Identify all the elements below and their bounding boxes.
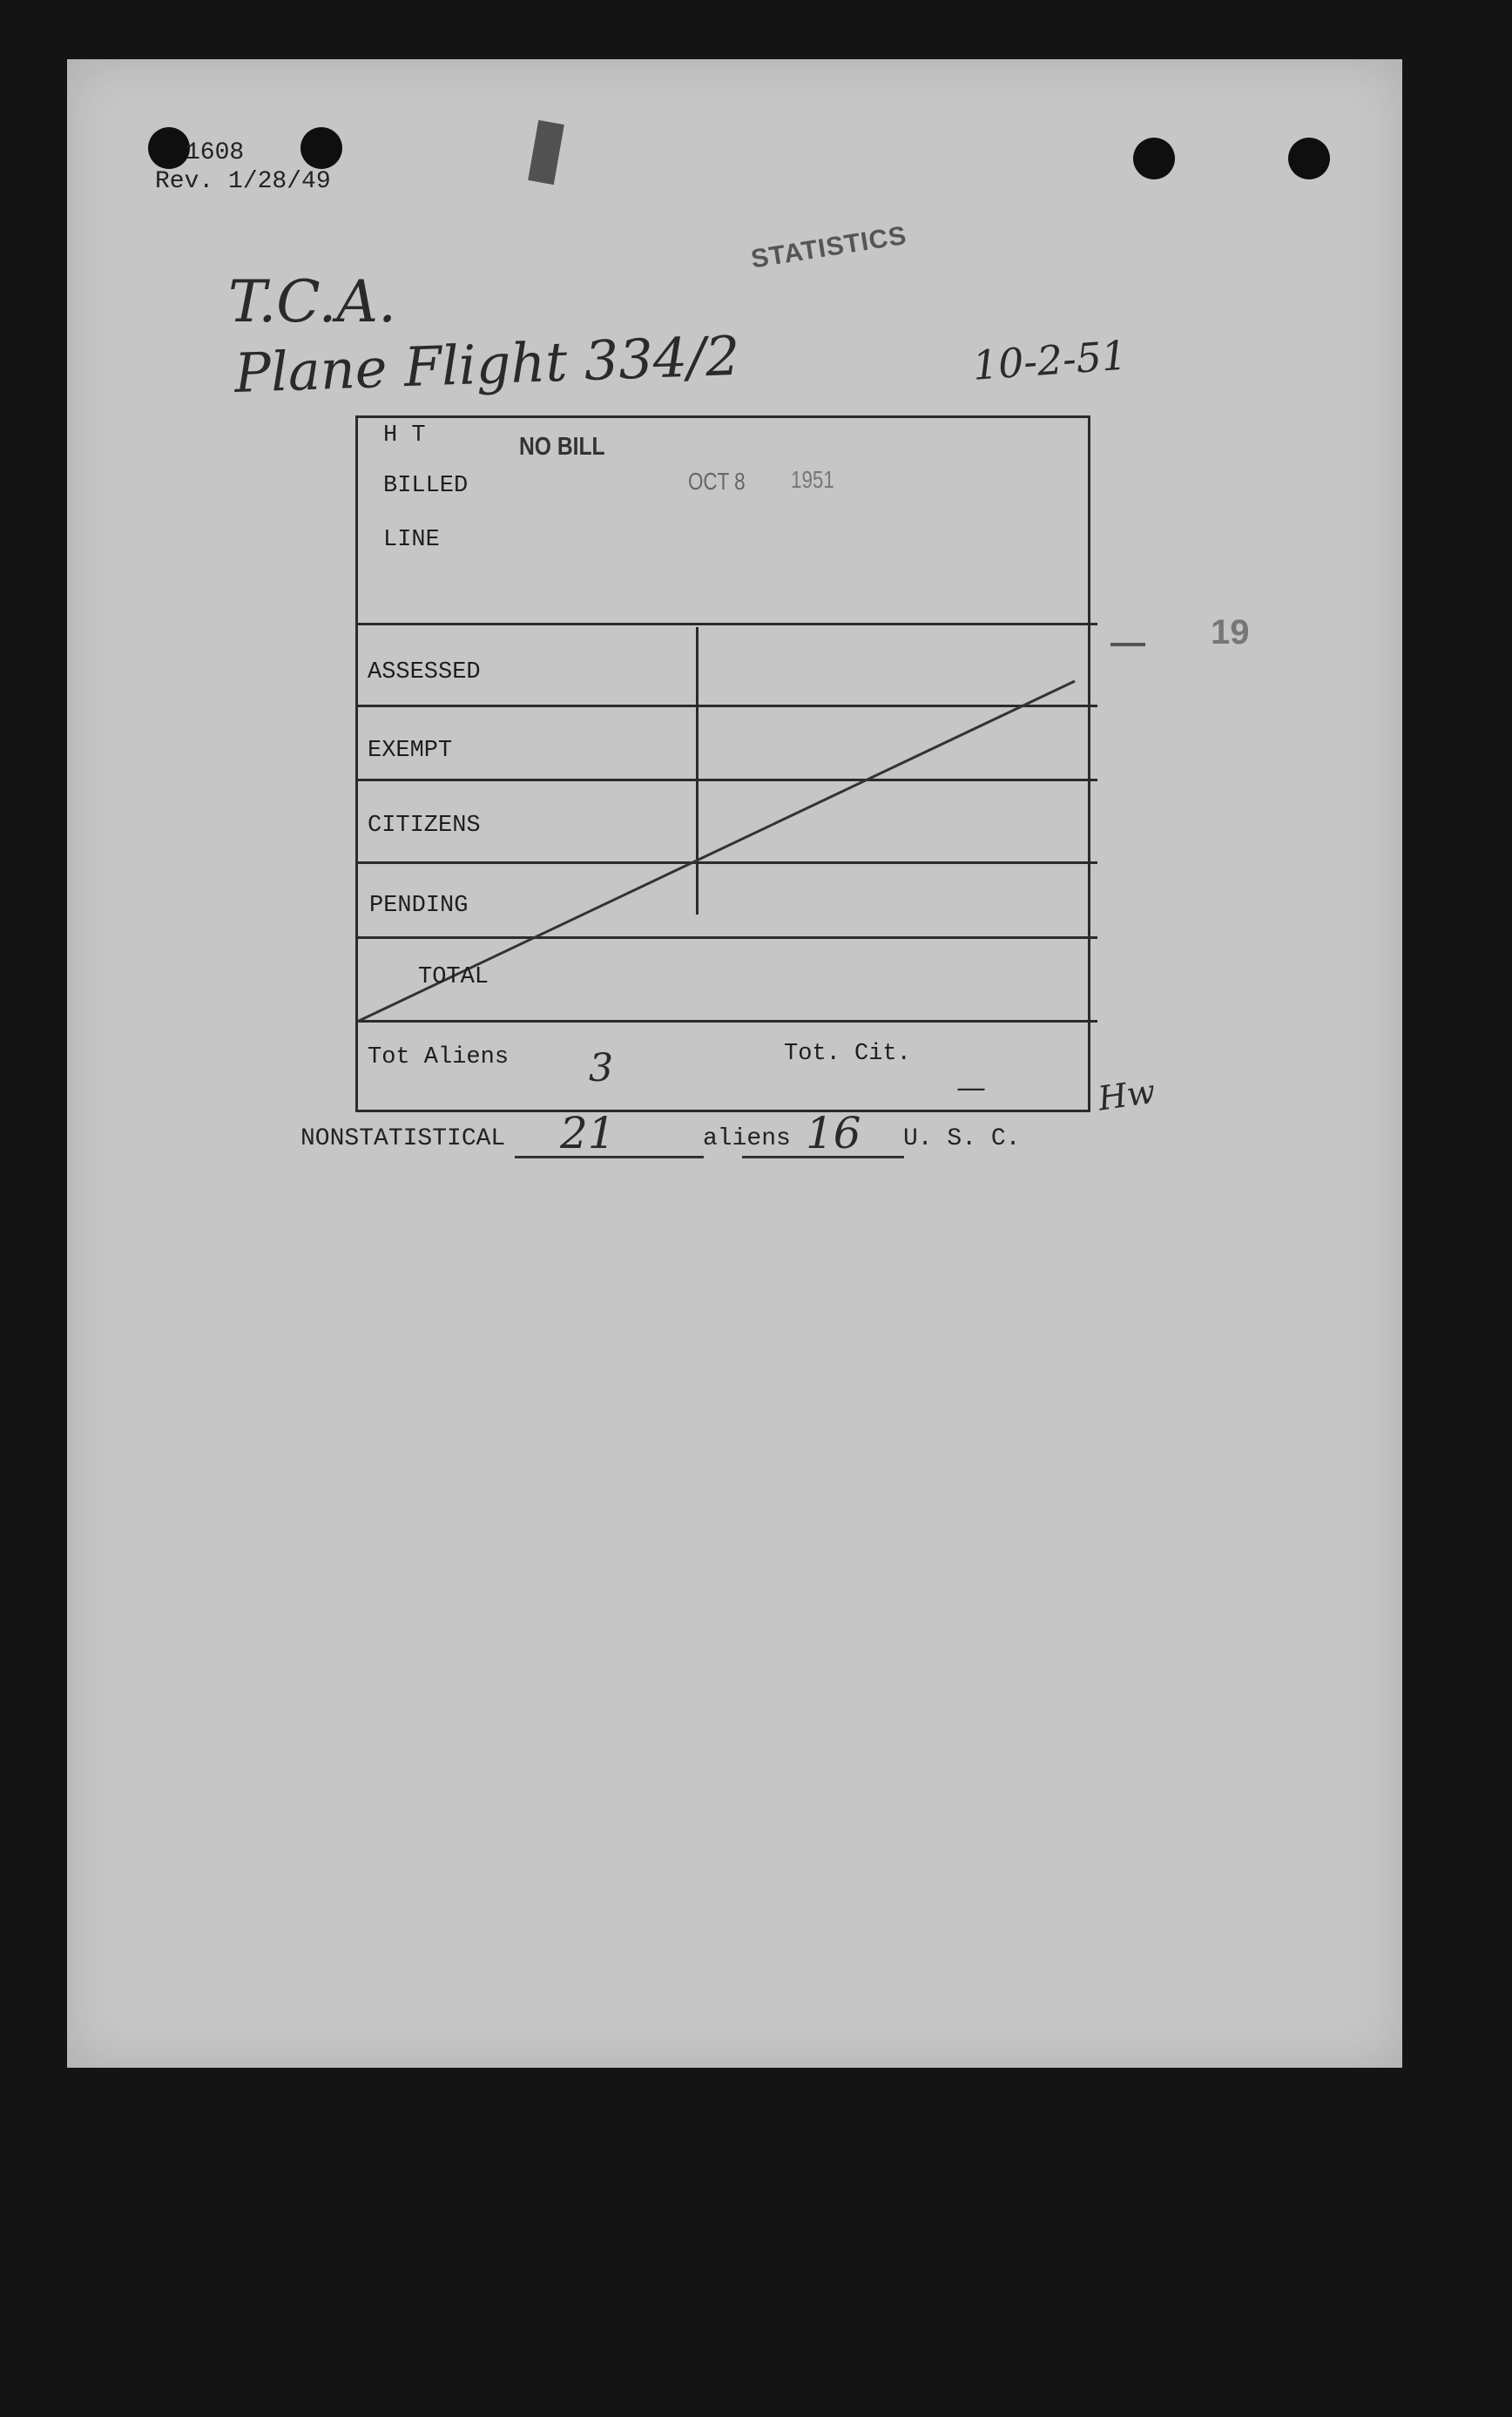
handwritten-flight: Plane Flight 334/2 — [233, 323, 741, 405]
billed-label: BILLED — [383, 473, 469, 499]
handwritten-date: 10-2-51 — [971, 331, 1129, 389]
punch-hole — [1288, 138, 1330, 179]
margin-dash — [1110, 643, 1145, 646]
tot-aliens-label: Tot Aliens — [368, 1044, 510, 1070]
margin-number: 19 — [1211, 613, 1250, 652]
aliens-label: aliens — [703, 1125, 791, 1152]
ink-smudge — [528, 120, 564, 185]
nonstatistical-label: NONSTATISTICAL — [300, 1125, 506, 1152]
form-number: 1608 — [186, 139, 245, 166]
pending-label: PENDING — [369, 893, 469, 919]
no-bill-stamp: NO BILL — [519, 433, 605, 461]
handwritten-initials: Hw — [1096, 1071, 1158, 1118]
handwritten-carrier: T.C.A. — [228, 268, 397, 335]
line-label: LINE — [383, 527, 440, 553]
statistics-form — [355, 415, 1090, 1112]
exempt-label: EXEMPT — [368, 738, 453, 764]
citizens-label: CITIZENS — [368, 813, 481, 839]
tot-cit-label: Tot. Cit. — [784, 1041, 911, 1067]
tot-aliens-value: 3 — [589, 1046, 613, 1090]
diagonal-strike-line — [355, 415, 1090, 1112]
usc-label: U. S. C. — [903, 1125, 1021, 1152]
ht-label: H T — [383, 422, 426, 449]
punch-hole — [300, 127, 342, 169]
date-stamp-year: 1951 — [791, 466, 834, 493]
nonstatistical-usc-value: 16 — [806, 1108, 861, 1158]
tot-cit-value: — — [956, 1070, 986, 1105]
punch-hole — [1133, 138, 1175, 179]
total-label: TOTAL — [418, 964, 489, 990]
form-revision: Rev. 1/28/49 — [155, 168, 331, 195]
assessed-label: ASSESSED — [368, 659, 481, 685]
statistics-stamp: STATISTICS — [749, 220, 909, 274]
date-stamp-day: OCT 8 — [688, 468, 746, 495]
nonstatistical-aliens-value: 21 — [560, 1108, 616, 1158]
punch-hole — [148, 127, 190, 169]
